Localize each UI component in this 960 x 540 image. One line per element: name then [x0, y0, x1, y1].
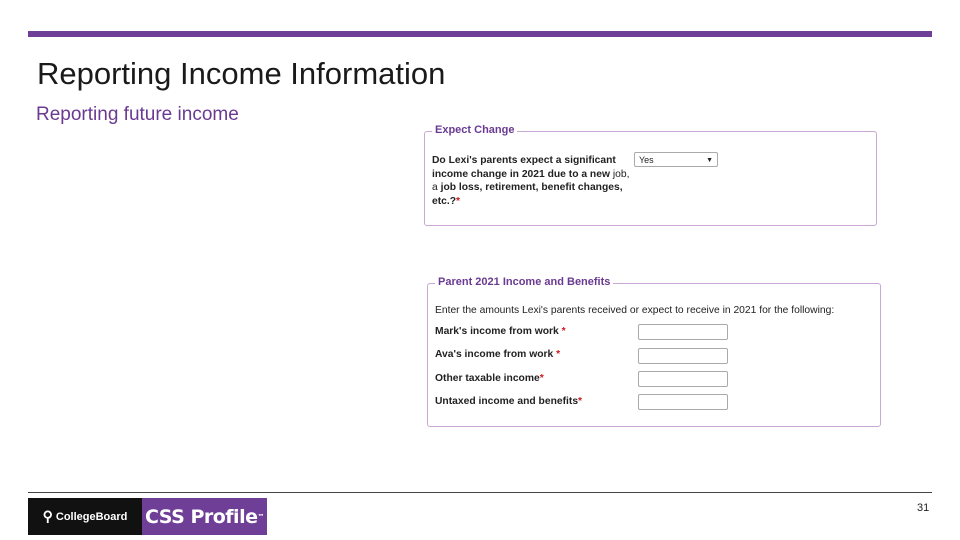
- row-label-text: Ava's income from work: [435, 349, 557, 360]
- row-label-text: Other taxable income: [435, 373, 540, 384]
- top-divider: [28, 31, 932, 37]
- page-number: 31: [917, 502, 930, 514]
- required-mark: *: [578, 396, 583, 407]
- question-text-2: job, a: [432, 168, 630, 193]
- css-profile-text: CSS Profile: [145, 505, 258, 528]
- chevron-down-icon: ▼: [706, 157, 713, 164]
- select-value: Yes: [639, 155, 654, 165]
- college-board-logo: [28, 498, 142, 535]
- acorn-icon: ⚲: [42, 508, 53, 524]
- mark-income-label: [435, 326, 566, 337]
- mark-income-input[interactable]: [638, 324, 728, 340]
- question-text-3: job loss, retirement, benefit changes, etc.?: [432, 182, 623, 207]
- slide-title: Reporting Income Information: [37, 56, 446, 91]
- expect-change-select[interactable]: [634, 152, 718, 167]
- expect-change-question: [432, 154, 632, 208]
- required-mark: *: [561, 326, 566, 337]
- required-mark: *: [456, 195, 461, 207]
- income-benefits-intro: Enter the amounts Lexi's parents received or expect to receive in 2021 for the following:: [435, 305, 835, 316]
- bottom-divider: [28, 492, 932, 493]
- required-mark: *: [539, 373, 544, 384]
- slide-subtitle: Reporting future income: [36, 104, 239, 125]
- expect-change-legend: Expect Change: [432, 124, 517, 136]
- question-text-1: Do Lexi's parents expect a significant income change in 2021 due to a new: [432, 155, 616, 180]
- row-label-text: Untaxed income and benefits: [435, 396, 579, 407]
- income-benefits-section: [427, 276, 881, 427]
- required-mark: *: [556, 349, 561, 360]
- row-label-text: Mark's income from work: [435, 326, 562, 337]
- other-taxable-income-label: [435, 373, 544, 384]
- other-taxable-income-input[interactable]: [638, 371, 728, 387]
- ava-income-label: [435, 349, 560, 360]
- trademark-mark: ™: [257, 512, 264, 521]
- expect-change-section: [424, 124, 877, 226]
- untaxed-income-label: [435, 396, 582, 407]
- ava-income-input[interactable]: [638, 348, 728, 364]
- css-profile-logo: [142, 498, 267, 535]
- untaxed-income-input[interactable]: [638, 394, 728, 410]
- college-board-text: CollegeBoard: [55, 510, 128, 523]
- income-benefits-legend: Parent 2021 Income and Benefits: [435, 276, 613, 288]
